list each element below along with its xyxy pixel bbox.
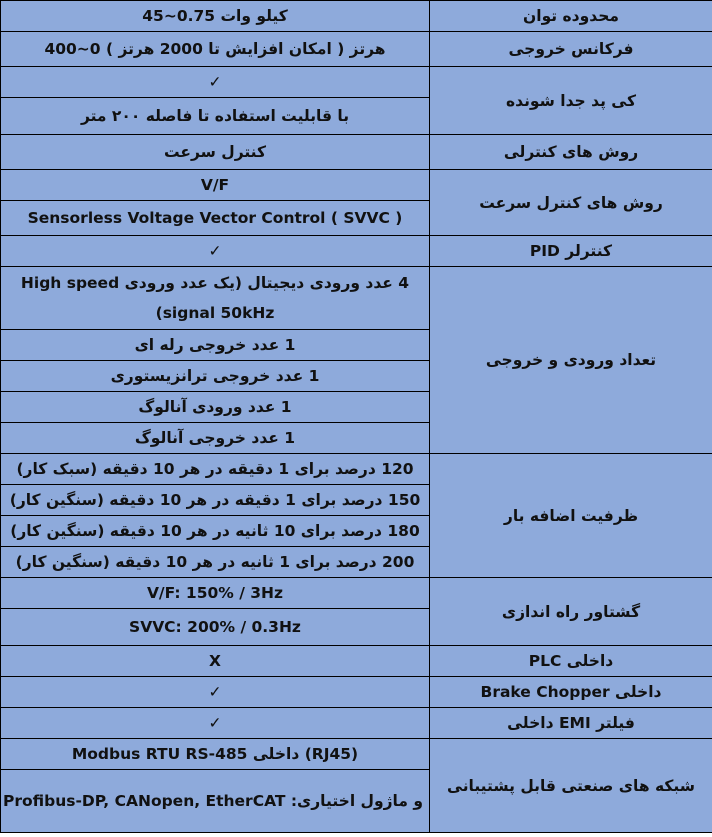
table-row: [1, 67, 712, 98]
speed-control-vf: V/F: [1, 170, 430, 201]
emi-filter-value: ✓: [1, 708, 430, 739]
table-row: [1, 578, 712, 609]
starting-torque-svvc: SVVC: 200% / 0.3Hz: [1, 609, 430, 646]
table-row: [1, 677, 712, 708]
table-row: [1, 135, 712, 170]
overload-light-duty: 120 درصد برای 1 دقیقه در هر 10 دقیقه (سبک کار): [1, 454, 430, 485]
starting-torque-label: گشتاور راه اندازی: [430, 578, 712, 646]
detachable-keypad-label: کی پد جدا شونده: [430, 67, 712, 135]
io-analog-outputs: 1 عدد خروجی آنالوگ: [1, 423, 430, 454]
table-row: [1, 236, 712, 267]
io-digital-inputs: 4 عدد ورودی دیجیتال (یک عدد ورودی High speed signal 50kHz): [1, 267, 430, 330]
pid-controller-label: کنترلر PID: [430, 236, 712, 267]
overload-heavy-200: 200 درصد برای 1 ثانیه در هر 10 دقیقه (سنگین کار): [1, 547, 430, 578]
detachable-keypad-distance: با قابلیت استفاده تا فاصله ۲۰۰ متر: [1, 98, 430, 135]
speed-control-svvc: Sensorless Voltage Vector Control ( SVVC ): [1, 201, 430, 236]
internal-plc-label: PLC داخلی: [430, 646, 712, 677]
brake-chopper-label: Brake Chopper داخلی: [430, 677, 712, 708]
industrial-networks-optional: و ماژول اختیاری: Profibus-DP, CANopen, EtherCAT: [1, 770, 430, 833]
overload-heavy-150: 150 درصد برای 1 دقیقه در هر 10 دقیقه (سنگین کار): [1, 485, 430, 516]
power-range-label: محدوده توان: [430, 1, 712, 32]
internal-plc-value: X: [1, 646, 430, 677]
detachable-keypad-check: ✓: [1, 67, 430, 98]
table-row: [1, 267, 712, 330]
speed-control-methods-label: روش های کنترل سرعت: [430, 170, 712, 236]
industrial-networks-label: شبکه های صنعتی قابل پشتیبانی: [430, 739, 712, 833]
output-frequency-label: فرکانس خروجی: [430, 32, 712, 67]
table-row: [1, 646, 712, 677]
io-analog-inputs: 1 عدد ورودی آنالوگ: [1, 392, 430, 423]
table-row: [1, 32, 712, 67]
starting-torque-vf: V/F: 150% / 3Hz: [1, 578, 430, 609]
control-methods-value: کنترل سرعت: [1, 135, 430, 170]
table-row: [1, 170, 712, 201]
table-row: [1, 454, 712, 485]
output-frequency-value: هرتز ( امکان افزایش تا 2000 هرتز ) 0~400: [1, 32, 430, 67]
pid-controller-value: ✓: [1, 236, 430, 267]
emi-filter-label: فیلتر EMI داخلی: [430, 708, 712, 739]
table-row: [1, 739, 712, 770]
control-methods-label: روش های کنترلی: [430, 135, 712, 170]
brake-chopper-value: ✓: [1, 677, 430, 708]
table-row: [1, 708, 712, 739]
power-range-value: کیلو وات 0.75~45: [1, 1, 430, 32]
io-transistor-outputs: 1 عدد خروجی ترانزیستوری: [1, 361, 430, 392]
io-relay-outputs: 1 عدد خروجی رله ای: [1, 330, 430, 361]
io-count-label: تعداد ورودی و خروجی: [430, 267, 712, 454]
overload-capacity-label: ظرفیت اضافه بار: [430, 454, 712, 578]
table-row: [1, 1, 712, 32]
overload-heavy-180: 180 درصد برای 10 ثانیه در هر 10 دقیقه (سنگین کار): [1, 516, 430, 547]
industrial-networks-modbus: Modbus RTU RS-485 داخلی (RJ45): [1, 739, 430, 770]
